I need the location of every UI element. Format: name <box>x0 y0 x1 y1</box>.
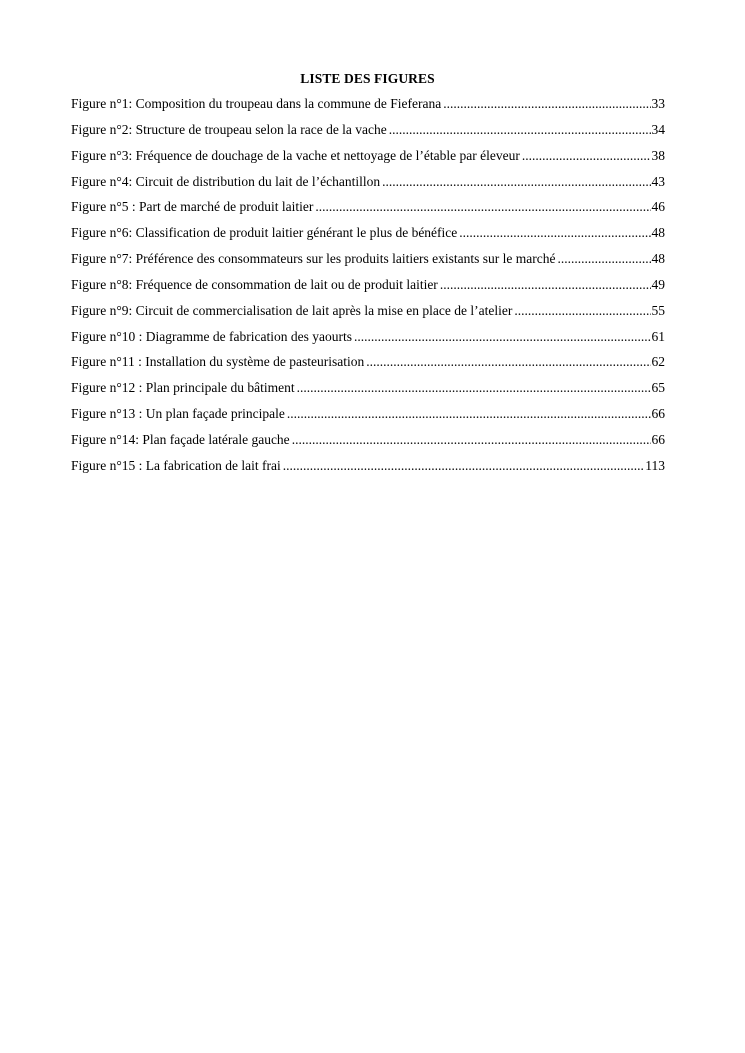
list-item <box>71 404 665 430</box>
dot-leader <box>558 249 651 269</box>
figure-entry-label: Figure n°6: Classification de produit laitier générant le plus de bénéfice <box>71 225 458 241</box>
figure-entry-page: 48 <box>651 225 665 241</box>
list-item <box>71 430 665 456</box>
dot-leader <box>514 301 650 321</box>
figure-entry-label: Figure n°12 : Plan principale du bâtiment <box>71 380 295 396</box>
figure-entry-page: 34 <box>651 121 665 137</box>
list-item <box>71 301 665 327</box>
figure-entry-label: Figure n°8: Fréquence de consommation de lait ou de produit laitier <box>71 276 438 292</box>
dot-leader <box>440 275 651 295</box>
figure-entry-label: Figure n°11 : Installation du système de pasteurisation <box>71 354 365 370</box>
figure-entry-page: 55 <box>651 302 665 318</box>
list-item <box>71 456 665 482</box>
list-item <box>71 249 665 275</box>
dot-leader <box>292 430 651 450</box>
figure-entry-label: Figure n°1: Composition du troupeau dans la commune de Fieferana <box>71 96 442 111</box>
figure-entry-page: 49 <box>651 276 665 292</box>
figure-entry-page: 46 <box>651 199 665 215</box>
figure-entry-page: 113 <box>645 457 665 473</box>
figure-entry-page: 48 <box>651 251 665 267</box>
dot-leader <box>389 120 651 140</box>
figure-entry-label: Figure n°7: Préférence des consommateurs sur les produits laitiers existants sur le marché <box>71 251 556 267</box>
list-item <box>71 94 665 120</box>
figure-list <box>71 94 665 482</box>
list-item <box>71 120 665 146</box>
list-item <box>71 172 665 198</box>
list-item <box>71 146 665 172</box>
figure-entry-page: 66 <box>651 406 665 422</box>
list-item <box>71 378 665 404</box>
figure-entry-label: Figure n°4: Circuit de distribution du lait de l’échantillon <box>71 173 381 189</box>
figure-entry-page: 65 <box>651 380 665 396</box>
dot-leader <box>459 223 650 243</box>
figure-entry-page: 62 <box>651 354 665 370</box>
figure-entry-label: Figure n°3: Fréquence de douchage de la vache et nettoyage de l’étable par éleveur <box>71 147 520 163</box>
list-item <box>71 223 665 249</box>
dot-leader <box>297 378 651 398</box>
figure-entry-label: Figure n°15 : La fabrication de lait frai <box>71 457 281 473</box>
figure-entry-label: Figure n°2: Structure de troupeau selon la race de la vache <box>71 121 387 137</box>
list-item <box>71 197 665 223</box>
figure-entry-label: Figure n°14: Plan façade latérale gauche <box>71 431 290 447</box>
dot-leader <box>382 172 650 192</box>
figure-entry-label: Figure n°10 : Diagramme de fabrication des yaourts <box>71 328 352 344</box>
dot-leader <box>354 327 651 347</box>
dot-leader <box>366 352 650 372</box>
figure-entry-label: Figure n°13 : Un plan façade principale <box>71 406 285 422</box>
dot-leader <box>283 456 645 476</box>
figure-entry-page: 43 <box>651 173 665 189</box>
figure-entry-label: Figure n°5 : Part de marché de produit laitier <box>71 199 314 215</box>
dot-leader <box>443 94 650 114</box>
dot-leader <box>315 197 650 217</box>
figure-entry-page: 33 <box>651 96 665 111</box>
list-item <box>71 275 665 301</box>
figure-entry-page: 38 <box>651 147 665 163</box>
dot-leader <box>522 146 651 166</box>
list-item <box>71 352 665 378</box>
figure-entry-label: Figure n°9: Circuit de commercialisation de lait après la mise en place de l’atelier <box>71 302 513 318</box>
page-title: LISTE DES FIGURES <box>300 71 435 86</box>
figure-entry-page: 66 <box>651 431 665 447</box>
list-item <box>71 327 665 353</box>
dot-leader <box>287 404 651 424</box>
figure-entry-page: 61 <box>651 328 665 344</box>
